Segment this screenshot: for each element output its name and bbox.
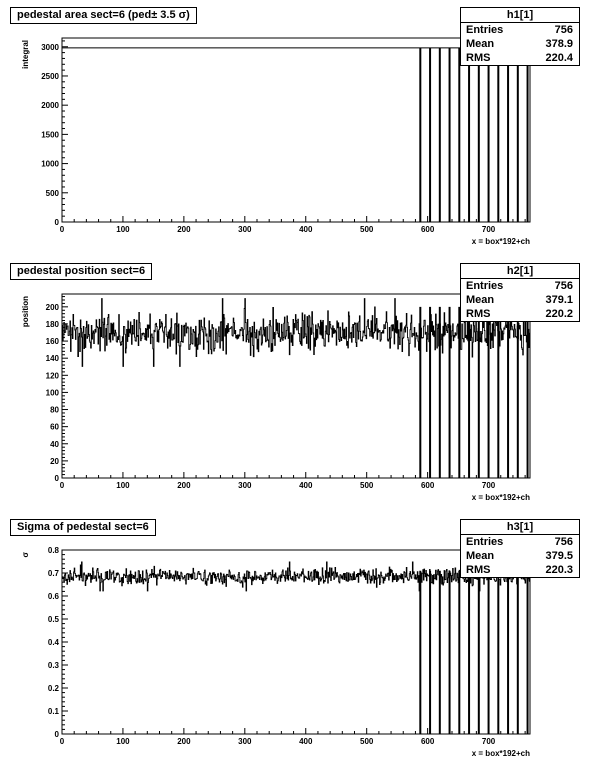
y-tick-label: 0.5 <box>47 615 59 624</box>
x-tick-label: 500 <box>360 481 374 490</box>
h1-stats-rms: RMS 220.4 <box>466 52 573 64</box>
x-tick-label: 300 <box>238 737 252 746</box>
h2-stats-entries: Entries 756 <box>466 280 573 292</box>
h1-stats-entries: Entries 756 <box>466 24 573 36</box>
y-tick-label: 0.8 <box>47 546 59 555</box>
y-tick-label: 200 <box>45 302 59 312</box>
x-tick-label: 600 <box>420 737 435 746</box>
x-tick-label: 100 <box>116 225 130 234</box>
x-tick-label: 0 <box>59 481 65 490</box>
h2-stats-box <box>460 263 580 322</box>
x-axis-label: x = box*192+ch <box>471 493 530 502</box>
y-axis-label: position <box>21 296 30 328</box>
y-tick-label: 140 <box>45 354 59 364</box>
y-tick-label: 0.1 <box>47 707 59 716</box>
x-tick-label: 500 <box>360 737 374 746</box>
y-tick-label: 180 <box>45 319 59 329</box>
x-tick-label: 500 <box>360 225 374 234</box>
x-tick-label: 400 <box>299 737 313 746</box>
y-axis-label: integral <box>21 40 30 69</box>
h1-stats-mean: Mean 378.9 <box>466 38 573 50</box>
x-tick-label: 200 <box>177 225 191 234</box>
x-tick-label: 700 <box>481 737 496 746</box>
y-tick-label: 500 <box>45 188 59 198</box>
histogram-panel-h3 <box>0 512 596 768</box>
y-tick-label: 20 <box>50 456 59 466</box>
h2-stats-mean: Mean 379.1 <box>466 294 573 306</box>
h3-title: Sigma of pedestal sect=6 <box>10 519 156 536</box>
y-tick-label: 0.2 <box>47 684 59 693</box>
y-tick-label: 80 <box>50 405 59 415</box>
x-tick-label: 700 <box>481 481 496 490</box>
y-tick-label: 2000 <box>41 101 59 111</box>
x-tick-label: 400 <box>299 225 313 234</box>
x-tick-label: 0 <box>59 225 65 234</box>
y-axis-label: σ <box>21 552 30 558</box>
h3-stats-mean: Mean 379.5 <box>466 550 573 562</box>
x-axis-label: x = box*192+ch <box>471 237 530 246</box>
x-tick-label: 700 <box>481 225 496 234</box>
h2-title: pedestal position sect=6 <box>10 263 152 280</box>
h2-stats-rms: RMS 220.2 <box>466 308 573 320</box>
x-tick-label: 300 <box>238 225 252 234</box>
h1-stats-name: h1[1] <box>461 8 579 23</box>
x-tick-label: 600 <box>420 225 435 234</box>
x-tick-label: 0 <box>59 737 65 746</box>
h3-stats-name: h3[1] <box>461 520 579 535</box>
x-tick-label: 300 <box>238 481 252 490</box>
h2-stats-name: h2[1] <box>461 264 579 279</box>
x-tick-label: 200 <box>177 737 191 746</box>
y-tick-label: 0.7 <box>47 569 59 578</box>
h3-stats-rms: RMS 220.3 <box>466 564 573 576</box>
x-axis-label: x = box*192+ch <box>471 749 530 758</box>
y-tick-label: 60 <box>50 422 59 432</box>
h1-stats-box <box>460 7 580 66</box>
y-tick-label: 160 <box>45 337 59 347</box>
y-tick-label: 1500 <box>41 130 59 140</box>
y-tick-label: 0.4 <box>47 638 59 647</box>
x-tick-label: 100 <box>116 481 130 490</box>
y-tick-label: 0.3 <box>47 661 59 670</box>
x-tick-label: 600 <box>420 481 435 490</box>
y-tick-label: 40 <box>50 439 59 449</box>
y-tick-label: 0.6 <box>47 592 59 601</box>
y-tick-label: 1000 <box>41 159 59 169</box>
y-tick-label: 100 <box>45 388 59 398</box>
y-tick-label: 0 <box>54 730 59 739</box>
y-tick-label: 0 <box>54 474 59 483</box>
h3-stats-box <box>460 519 580 578</box>
x-tick-label: 100 <box>116 737 130 746</box>
x-tick-label: 400 <box>299 481 313 490</box>
y-tick-label: 2500 <box>41 71 59 81</box>
y-tick-label: 0 <box>54 218 59 227</box>
y-tick-label: 120 <box>45 371 59 381</box>
y-tick-label: 3000 <box>41 42 59 52</box>
histogram-panel-h1 <box>0 0 596 256</box>
h3-stats-entries: Entries 756 <box>466 536 573 548</box>
h1-title: pedestal area sect=6 (ped± 3.5 σ) <box>10 7 197 24</box>
x-tick-label: 200 <box>177 481 191 490</box>
histogram-panel-h2 <box>0 256 596 512</box>
